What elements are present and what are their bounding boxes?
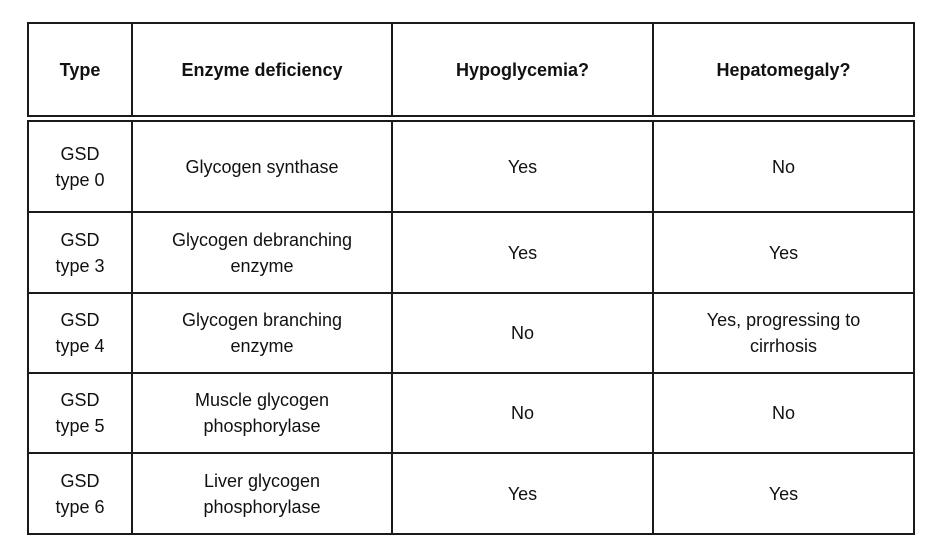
cell-type	[28, 212, 132, 293]
header-type: Type	[28, 23, 132, 116]
table-header	[27, 22, 915, 117]
enzyme-line: enzyme	[230, 255, 294, 276]
table-body	[27, 120, 915, 535]
type-line: type 0	[55, 169, 105, 190]
hepatomegaly-line: Yes	[768, 483, 799, 504]
hepatomegaly-line: cirrhosis	[749, 336, 817, 356]
cell-hypoglycemia: Yes	[392, 453, 653, 534]
cell-hepatomegaly	[653, 453, 914, 534]
cell-hepatomegaly	[653, 373, 914, 453]
cell-hepatomegaly	[653, 212, 914, 293]
table-row	[28, 453, 914, 534]
enzyme-line: Glycogen branching	[181, 310, 343, 330]
enzyme-line: enzyme	[230, 336, 294, 356]
cell-enzyme	[132, 373, 392, 453]
enzyme-line: Glycogen debranching	[171, 229, 353, 250]
enzyme-line: phosphorylase	[203, 496, 321, 517]
type-line: type 6	[55, 496, 105, 517]
table-row	[28, 373, 914, 453]
type-line: GSD	[60, 390, 100, 410]
cell-hypoglycemia: Yes	[392, 121, 653, 212]
header-row	[28, 23, 914, 116]
enzyme-line: Glycogen synthase	[185, 156, 339, 177]
cell-type	[28, 121, 132, 212]
hepatomegaly-line: No	[771, 156, 795, 177]
cell-enzyme	[132, 293, 392, 373]
hepatomegaly-line: Yes	[768, 242, 799, 263]
type-line: type 3	[55, 255, 105, 276]
type-line: type 4	[55, 336, 105, 356]
cell-hypoglycemia: No	[392, 293, 653, 373]
type-line: GSD	[60, 470, 100, 491]
cell-type	[28, 293, 132, 373]
table-row	[28, 212, 914, 293]
type-line: GSD	[60, 229, 100, 250]
cell-hepatomegaly	[653, 121, 914, 212]
hepatomegaly-line: Yes, progressing to	[706, 310, 861, 330]
table-row	[28, 293, 914, 373]
cell-hypoglycemia: No	[392, 373, 653, 453]
type-line: GSD	[60, 310, 100, 330]
cell-hypoglycemia: Yes	[392, 212, 653, 293]
cell-type	[28, 373, 132, 453]
cell-enzyme	[132, 212, 392, 293]
table-row	[28, 121, 914, 212]
header-enzyme-deficiency: Enzyme deficiency	[132, 23, 392, 116]
enzyme-line: Liver glycogen	[203, 470, 321, 491]
cell-enzyme	[132, 121, 392, 212]
enzyme-line: phosphorylase	[203, 416, 321, 436]
cell-type	[28, 453, 132, 534]
cell-enzyme	[132, 453, 392, 534]
type-line: GSD	[60, 143, 100, 164]
type-line: type 5	[55, 416, 105, 436]
header-hypoglycemia: Hypoglycemia?	[392, 23, 653, 116]
hepatomegaly-line: No	[771, 403, 795, 423]
header-hepatomegaly: Hepatomegaly?	[653, 23, 914, 116]
cell-hepatomegaly	[653, 293, 914, 373]
enzyme-line: Muscle glycogen	[194, 390, 330, 410]
